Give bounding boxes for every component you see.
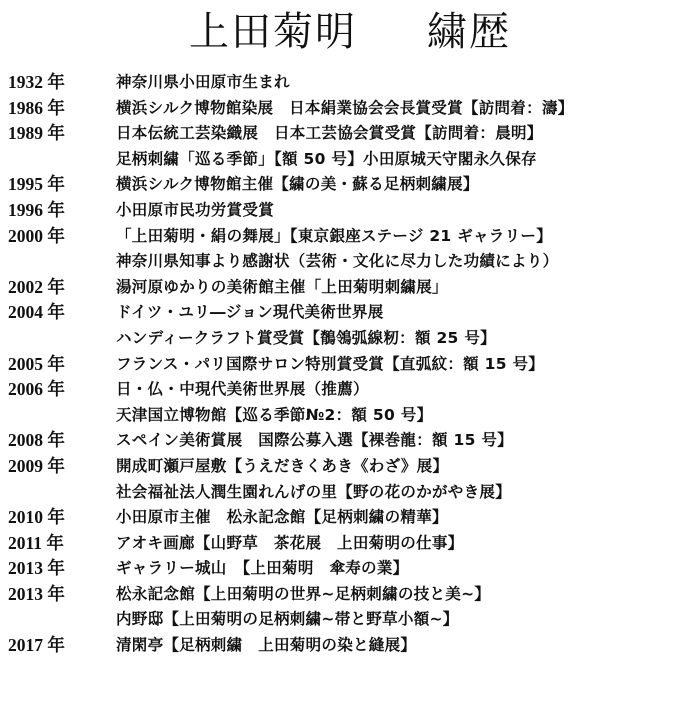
career-entry: [8, 198, 698, 224]
career-list: [8, 70, 698, 659]
career-entry: [8, 326, 698, 352]
entry-text: 開成町瀬戸屋敷【うえだきくあき《わざ》展】: [116, 456, 449, 475]
entry-text: 神奈川県知事より感謝状（芸術・文化に尽力した功績により）: [116, 252, 559, 271]
entry-year: [8, 607, 116, 633]
career-entry: [8, 607, 698, 633]
entry-text: 天津国立博物館【巡る季節№2：額 50 号】: [116, 405, 433, 424]
entry-text: ハンディークラフト賞受賞【鶺鴒弧線籾：額 25 号】: [116, 328, 496, 347]
entry-year: 2010 年: [8, 507, 65, 528]
entry-text: 小田原市主催 松永記念館【足柄刺繍の精華】: [116, 508, 448, 527]
entry-year: 2013 年: [8, 558, 65, 579]
entry-text: 社会福祉法人潤生園れんげの里【野の花のかがやき展】: [116, 482, 512, 501]
entry-year: 1932 年: [8, 72, 65, 92]
entry-text: ドイツ・ユリ―ジョン現代美術世界展: [116, 303, 384, 322]
entry-text: アオキ画廊【山野草 茶花展 上田菊明の仕事】: [116, 533, 464, 552]
career-entry: [8, 582, 698, 608]
entry-year: 2008 年: [8, 430, 65, 451]
career-entry: [8, 480, 698, 506]
entry-year: 1995 年: [8, 174, 65, 195]
entry-text: スペイン美術賞展 国際公募入選【裸巻龍：額 15 号】: [116, 431, 513, 450]
career-entry: [8, 403, 698, 429]
career-entry: [8, 96, 698, 122]
entry-year: 2006 年: [8, 379, 65, 400]
entry-text: 「上田菊明・絹の舞展」【東京銀座ステージ 21 ギャラリー】: [116, 226, 552, 245]
career-entry: [8, 300, 698, 326]
career-entry: [8, 377, 698, 403]
entry-text: 神奈川県小田原市生まれ: [116, 73, 290, 91]
entry-year: 2013 年: [8, 583, 65, 604]
entry-text: ギャラリー城山 【上田菊明 傘寿の業】: [116, 559, 409, 578]
entry-text: 湯河原ゆかりの美術館主催「上田菊明刺繍展」: [116, 277, 448, 296]
entry-year: 2000 年: [8, 225, 65, 246]
career-entry: [8, 454, 698, 480]
entry-year: [8, 249, 116, 275]
entry-text: 足柄刺繍「巡る季節」【額 50 号】小田原城天守閣永久保存: [116, 149, 537, 168]
entry-text: 内野邸【上田菊明の足柄刺繍~帯と野草小額~】: [116, 610, 459, 629]
career-entry: [8, 224, 698, 250]
entry-year: 1996 年: [8, 199, 65, 220]
career-entry: [8, 70, 698, 96]
entry-text: 清閑亭【足柄刺繍 上田菊明の染と縫展】: [116, 636, 417, 655]
entry-text: 日・仏・中現代美術世界展（推薦）: [116, 380, 369, 399]
title-subtitle: 繍歴: [427, 9, 511, 55]
entry-text: 横浜シルク博物館染展 日本絹業協会会長賞受賞【訪問着：濤】: [116, 98, 574, 117]
career-entry: [8, 505, 698, 531]
entry-text: 小田原市民功労賞受賞: [116, 200, 275, 219]
entry-year: 2005 年: [8, 353, 65, 374]
career-entry: [8, 172, 698, 198]
career-entry: [8, 531, 698, 557]
entry-year: 2004 年: [8, 302, 65, 323]
entry-text: 日本伝統工芸染織展 日本工芸協会賞受賞【訪問着：晨明】: [116, 124, 543, 143]
entry-year: 1986 年: [8, 97, 65, 118]
entry-text: 松永記念館【上田菊明の世界~足柄刺繍の技と美~】: [116, 584, 491, 603]
page-title: [0, 6, 700, 58]
title-name: 上田菊明: [189, 9, 357, 55]
career-entry: [8, 147, 698, 173]
entry-text: フランス・パリ国際サロン特別賞受賞【直弧紋：額 15 号】: [116, 354, 545, 373]
career-entry: [8, 633, 698, 659]
career-entry: [8, 556, 698, 582]
entry-year: 2017 年: [8, 635, 65, 656]
entry-year: 2011 年: [8, 532, 64, 553]
career-entry: [8, 121, 698, 147]
entry-year: 2002 年: [8, 276, 65, 297]
career-entry: [8, 275, 698, 301]
entry-year: [8, 403, 116, 429]
career-entry: [8, 249, 698, 275]
entry-text: 横浜シルク博物館主催【繍の美・蘇る足柄刺繍展】: [116, 175, 479, 194]
entry-year: 2009 年: [8, 455, 65, 476]
career-entry: [8, 428, 698, 454]
career-entry: [8, 352, 698, 378]
entry-year: [8, 147, 116, 173]
entry-year: 1989 年: [8, 123, 65, 144]
entry-year: [8, 326, 116, 352]
entry-year: [8, 480, 116, 506]
